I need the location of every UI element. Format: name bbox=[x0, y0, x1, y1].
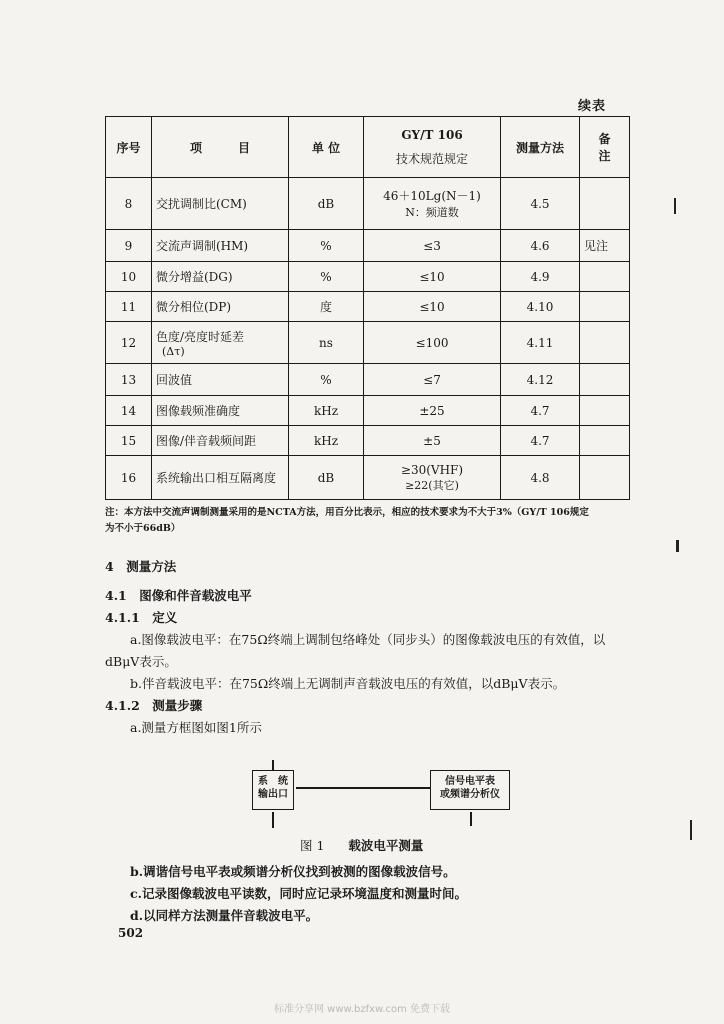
cell-method: 4.6 bbox=[501, 230, 580, 262]
cell-item-main: 色度/亮度时延差 bbox=[156, 329, 245, 344]
cell-note: 见注 bbox=[580, 230, 630, 262]
cell-spec: ≤100 bbox=[364, 322, 501, 364]
footnote-line1: 注：本方法中交流声调制测量采用的是NCTA方法，用百分比表示，相应的技术要求为不大于3%（GY/T 106规定 bbox=[105, 507, 589, 518]
continued-label: 续表 bbox=[578, 99, 607, 114]
cell-method: 4.8 bbox=[501, 456, 580, 500]
cell-spec bbox=[364, 178, 501, 230]
cell-note bbox=[580, 396, 630, 426]
cell-no: 10 bbox=[106, 262, 152, 292]
scan-mark bbox=[674, 198, 676, 214]
cell-unit: dB bbox=[289, 178, 364, 230]
cell-unit: 度 bbox=[289, 292, 364, 322]
table-row bbox=[106, 292, 630, 322]
table-row bbox=[106, 364, 630, 396]
scan-mark bbox=[690, 820, 692, 840]
cell-spec-sub: ≥22(其它) bbox=[405, 478, 459, 492]
cell-spec: ≤7 bbox=[364, 364, 501, 396]
cell-item: 回波值 bbox=[152, 364, 289, 396]
cell-unit: dB bbox=[289, 456, 364, 500]
cell-note bbox=[580, 456, 630, 500]
header-method: 测量方法 bbox=[501, 117, 580, 178]
watermark: 标准分享网 www.bzfxw.com 免费下载 bbox=[274, 1004, 450, 1015]
block-diagram bbox=[240, 760, 530, 832]
wire-bottom-left bbox=[272, 812, 274, 828]
analyzer-label-2: 或频谱分析仪 bbox=[440, 789, 500, 800]
cell-note bbox=[580, 292, 630, 322]
wire-top-left bbox=[272, 760, 274, 770]
header-note: 备 注 bbox=[580, 117, 630, 178]
cell-no: 13 bbox=[106, 364, 152, 396]
cell-no: 14 bbox=[106, 396, 152, 426]
step-b: b.调谐信号电平表或频谱分析仪找到被测的图像载波信号。 bbox=[130, 864, 456, 879]
table-header-row bbox=[106, 117, 630, 178]
cell-item: 交扰调制比(CM) bbox=[152, 178, 289, 230]
cell-note bbox=[580, 178, 630, 230]
header-spec bbox=[364, 117, 501, 178]
definition-a-line1: a.图像载波电平：在75Ω终端上调制包络峰处（同步头）的图像载波电压的有效值，以 bbox=[130, 632, 606, 647]
section-4-1-2-heading: 4.1.2 测量步骤 bbox=[105, 698, 203, 713]
spec-table bbox=[105, 116, 635, 500]
cell-item: 微分相位(DP) bbox=[152, 292, 289, 322]
cell-spec: ≤10 bbox=[364, 292, 501, 322]
cell-no: 11 bbox=[106, 292, 152, 322]
cell-no: 8 bbox=[106, 178, 152, 230]
cell-note bbox=[580, 262, 630, 292]
cell-unit: % bbox=[289, 230, 364, 262]
cell-unit: ns bbox=[289, 322, 364, 364]
cell-note bbox=[580, 426, 630, 456]
cell-spec: ±5 bbox=[364, 426, 501, 456]
cell-no: 15 bbox=[106, 426, 152, 456]
cell-method: 4.5 bbox=[501, 178, 580, 230]
wire-bottom-right bbox=[470, 812, 472, 826]
cell-no: 12 bbox=[106, 322, 152, 364]
system-output-box bbox=[252, 770, 294, 810]
table-row bbox=[106, 262, 630, 292]
header-item: 项 目 bbox=[152, 117, 289, 178]
cell-item: 图像/伴音载频间距 bbox=[152, 426, 289, 456]
cell-note bbox=[580, 364, 630, 396]
section-4-1-heading: 4.1 图像和伴音载波电平 bbox=[105, 588, 252, 603]
footnote-line2: 为不小于66dB） bbox=[105, 523, 181, 534]
page-number: 502 bbox=[118, 926, 144, 940]
header-spec-line2: 技术规范规定 bbox=[395, 151, 468, 166]
scan-mark bbox=[676, 540, 679, 552]
table-row bbox=[106, 456, 630, 500]
cell-method: 4.10 bbox=[501, 292, 580, 322]
step-d: d.以同样方法测量伴音载波电平。 bbox=[130, 908, 319, 923]
cell-spec: ±25 bbox=[364, 396, 501, 426]
section-4-title: 4 测量方法 bbox=[105, 559, 177, 574]
cell-unit: kHz bbox=[289, 426, 364, 456]
step-c: c.记录图像载波电平读数，同时应记录环境温度和测量时间。 bbox=[130, 886, 467, 901]
table-row bbox=[106, 178, 630, 230]
table-row bbox=[106, 426, 630, 456]
cell-method: 4.7 bbox=[501, 426, 580, 456]
cell-no: 9 bbox=[106, 230, 152, 262]
table-row bbox=[106, 322, 630, 364]
cell-item: 系统输出口相互隔离度 bbox=[152, 456, 289, 500]
definition-b: b.伴音载波电平：在75Ω终端上无调制声音载波电压的有效值，以dBμV表示。 bbox=[130, 676, 566, 691]
cell-method: 4.7 bbox=[501, 396, 580, 426]
cell-spec-main: 46＋10Lg(N－1) bbox=[383, 189, 481, 203]
cell-spec: ≤3 bbox=[364, 230, 501, 262]
cell-spec: ≤10 bbox=[364, 262, 501, 292]
section-4-1-1-heading: 4.1.1 定义 bbox=[105, 610, 178, 625]
cell-no: 16 bbox=[106, 456, 152, 500]
cell-unit: % bbox=[289, 262, 364, 292]
table-row bbox=[106, 230, 630, 262]
cell-spec-sub: N：频道数 bbox=[405, 206, 459, 219]
cell-spec bbox=[364, 456, 501, 500]
system-output-label-1: 系 统 bbox=[258, 776, 288, 787]
connection-wire bbox=[296, 787, 430, 789]
cell-item: 微分增益(DG) bbox=[152, 262, 289, 292]
definition-a-line2: dBμV表示。 bbox=[105, 654, 177, 669]
table-footnote bbox=[105, 505, 645, 537]
figure-caption bbox=[300, 836, 423, 854]
header-no: 序号 bbox=[106, 117, 152, 178]
figure-title: 载波电平测量 bbox=[348, 838, 424, 853]
table-row bbox=[106, 396, 630, 426]
cell-item: 交流声调制(HM) bbox=[152, 230, 289, 262]
cell-method: 4.9 bbox=[501, 262, 580, 292]
analyzer-box bbox=[430, 770, 510, 810]
cell-method: 4.11 bbox=[501, 322, 580, 364]
analyzer-label-1: 信号电平表 bbox=[445, 776, 495, 787]
step-a: a.测量方框图如图1所示 bbox=[130, 720, 262, 735]
cell-spec-main: ≥30(VHF) bbox=[400, 462, 464, 477]
cell-note bbox=[580, 322, 630, 364]
header-unit: 单 位 bbox=[289, 117, 364, 178]
cell-item bbox=[152, 322, 289, 364]
cell-unit: kHz bbox=[289, 396, 364, 426]
cell-unit: % bbox=[289, 364, 364, 396]
cell-item: 图像载频准确度 bbox=[152, 396, 289, 426]
header-spec-line1: GY/T 106 bbox=[401, 127, 463, 142]
cell-item-sub: (Δτ) bbox=[162, 344, 185, 358]
system-output-label-2: 输出口 bbox=[258, 789, 288, 800]
cell-method: 4.12 bbox=[501, 364, 580, 396]
figure-number: 图 1 bbox=[300, 838, 325, 853]
